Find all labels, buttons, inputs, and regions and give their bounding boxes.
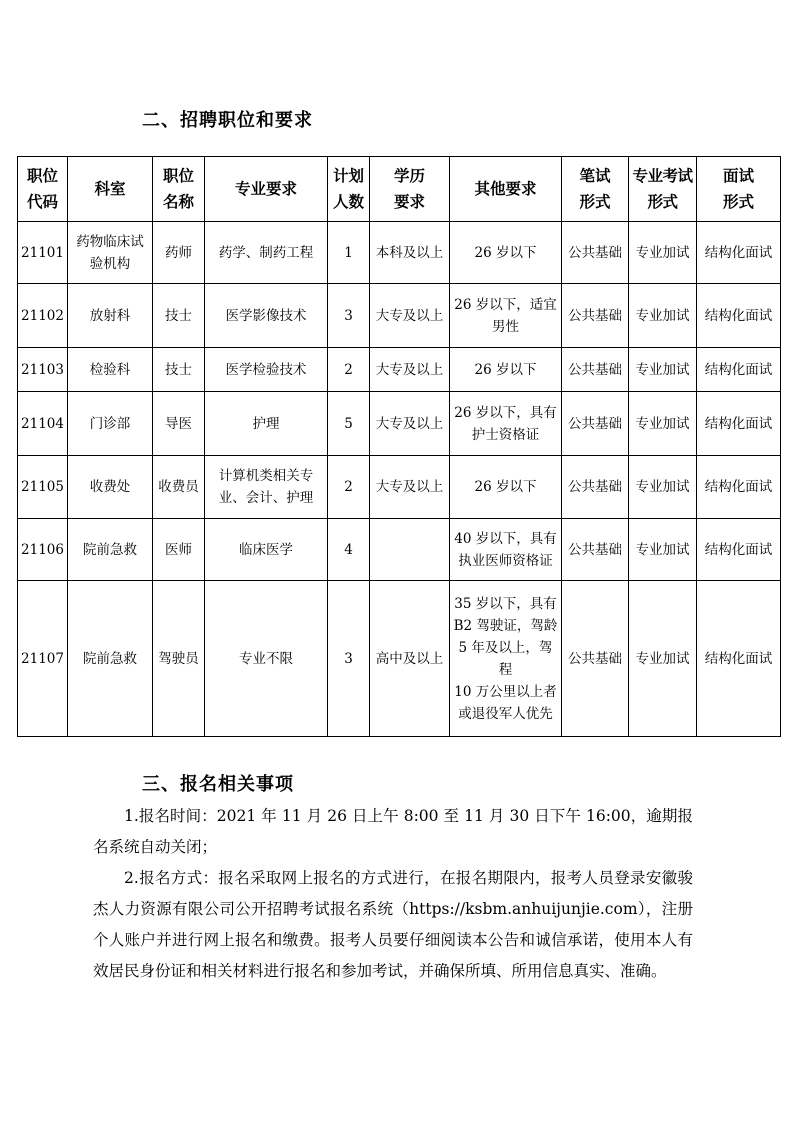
- cell-major-line: 临床医学: [239, 541, 293, 558]
- cell-other-line: 26 岁以下，适宜: [454, 296, 557, 313]
- cell-other: [450, 284, 562, 348]
- cell-major-line: 药学、制药工程: [218, 244, 314, 261]
- cell-other-line: 26 岁以下: [474, 244, 537, 261]
- cell-interview: 结构化面试: [697, 519, 781, 581]
- cell-dept: [68, 581, 153, 737]
- table-row: [18, 456, 781, 519]
- cell-other-line: 护士资格证: [471, 426, 540, 443]
- header-code-line: 职位: [26, 166, 58, 185]
- cell-dept-line: 放射科: [89, 307, 131, 324]
- cell-dept: [68, 348, 153, 392]
- cell-title: 药师: [153, 222, 205, 284]
- job-positions-table: [17, 156, 781, 737]
- table-row: [18, 392, 781, 456]
- cell-code: 21101: [18, 222, 68, 284]
- header-count-line: 计划: [332, 166, 364, 185]
- cell-title: 技士: [153, 284, 205, 348]
- cell-prof: 专业加试: [629, 456, 697, 519]
- header-edu: [370, 157, 450, 222]
- cell-count: 5: [328, 392, 370, 456]
- header-count-line: 人数: [332, 192, 364, 211]
- cell-major-line: 护理: [252, 415, 280, 432]
- cell-prof: 专业加试: [629, 348, 697, 392]
- cell-dept: [68, 456, 153, 519]
- cell-major-line: 专业不限: [239, 650, 293, 667]
- header-written-line: 笔试: [579, 166, 611, 185]
- cell-major: [205, 222, 328, 284]
- cell-edu: 大专及以上: [370, 284, 450, 348]
- header-prof: [629, 157, 697, 222]
- cell-major: [205, 519, 328, 581]
- cell-written: 公共基础: [562, 581, 629, 737]
- header-count: [328, 157, 370, 222]
- header-edu-line: 学历: [393, 166, 425, 185]
- cell-edu: 高中及以上: [370, 581, 450, 737]
- cell-edu: [370, 519, 450, 581]
- cell-count: 4: [328, 519, 370, 581]
- cell-other-line: 40 岁以下，具有: [454, 530, 557, 547]
- cell-interview: 结构化面试: [697, 392, 781, 456]
- cell-dept-line: 收费处: [89, 479, 131, 495]
- table-row: [18, 348, 781, 392]
- cell-title: 导医: [153, 392, 205, 456]
- cell-prof: 专业加试: [629, 581, 697, 737]
- header-prof-line: 形式: [647, 192, 678, 211]
- table-row: [18, 222, 781, 284]
- cell-written: 公共基础: [562, 519, 629, 581]
- cell-major-line: 医学影像技术: [225, 307, 307, 324]
- table-header-row: [18, 157, 781, 222]
- header-prof-line: 专业考试: [632, 166, 693, 185]
- cell-title: 技士: [153, 348, 205, 392]
- cell-edu: 本科及以上: [370, 222, 450, 284]
- cell-major-line: 业、会计、护理: [218, 490, 314, 506]
- cell-dept-line: 院前急救: [83, 541, 137, 558]
- cell-dept-line: 院前急救: [83, 650, 137, 667]
- cell-other-line: 10 万公里以上者: [454, 683, 557, 700]
- header-other: [450, 157, 562, 222]
- cell-other-line: 男性: [492, 318, 519, 335]
- cell-written: 公共基础: [562, 348, 629, 392]
- cell-interview: 结构化面试: [697, 222, 781, 284]
- section-3-heading: 三、报名相关事项: [142, 774, 294, 795]
- cell-other: [450, 222, 562, 284]
- cell-code: 21103: [18, 348, 68, 392]
- cell-prof: 专业加试: [629, 284, 697, 348]
- cell-written: 公共基础: [562, 284, 629, 348]
- cell-dept: [68, 222, 153, 284]
- header-major: [205, 157, 328, 222]
- header-code-line: 代码: [26, 192, 58, 211]
- cell-prof: 专业加试: [629, 222, 697, 284]
- cell-other-line: B2 驾驶证，驾龄: [453, 617, 558, 634]
- header-interview-line: 形式: [722, 192, 754, 211]
- cell-other-line: 5 年及以上，驾程: [458, 639, 553, 678]
- cell-dept: [68, 284, 153, 348]
- header-other-line: 其他要求: [474, 179, 537, 198]
- header-title: [153, 157, 205, 222]
- header-dept: [68, 157, 153, 222]
- cell-major-line: 计算机类相关专: [218, 468, 314, 484]
- cell-major: [205, 284, 328, 348]
- cell-interview: 结构化面试: [697, 581, 781, 737]
- cell-title: 驾驶员: [153, 581, 205, 737]
- cell-other-line: 执业医师资格证: [458, 552, 553, 569]
- cell-written: 公共基础: [562, 392, 629, 456]
- cell-prof: 专业加试: [629, 519, 697, 581]
- table-body: [18, 222, 781, 737]
- cell-code: 21106: [18, 519, 68, 581]
- cell-other-line: 26 岁以下，具有: [454, 404, 557, 421]
- header-major-line: 专业要求: [234, 179, 297, 198]
- header-title-line: 名称: [162, 192, 194, 211]
- cell-code: 21107: [18, 581, 68, 737]
- cell-dept: [68, 519, 153, 581]
- header-title-line: 职位: [162, 166, 194, 185]
- section-2-heading: 二、招聘职位和要求: [142, 110, 313, 131]
- cell-dept-line: 检验科: [89, 361, 131, 378]
- cell-other: [450, 348, 562, 392]
- cell-major-line: 医学检验技术: [225, 361, 307, 378]
- cell-edu: 大专及以上: [370, 348, 450, 392]
- cell-other-line: 26 岁以下: [474, 361, 537, 378]
- registration-method-paragraph: 2.报名方式：报名采取网上报名的方式进行，在报名期限内，报考人员登录安徽骏杰人力资源有限公司公开招聘考试报名系统（https://ksbm.anhuijunjie.com），注册个人账户并进行网上报名和缴费。报考人员要仔细阅读本公告和诚信承诺，使用本人有效居民身份证和相关材料进行报名和参加考试，并确保所填、所用信息真实、准确。: [93, 869, 693, 980]
- cell-count: 3: [328, 581, 370, 737]
- header-interview-line: 面试: [722, 166, 754, 185]
- cell-code: 21105: [18, 456, 68, 519]
- cell-interview: 结构化面试: [697, 284, 781, 348]
- header-interview: [697, 157, 781, 222]
- cell-dept: [68, 392, 153, 456]
- cell-other-line: 35 岁以下，具有: [454, 595, 557, 612]
- cell-major: [205, 581, 328, 737]
- cell-count: 3: [328, 284, 370, 348]
- cell-prof: 专业加试: [629, 392, 697, 456]
- cell-edu: 大专及以上: [370, 392, 450, 456]
- cell-major: [205, 456, 328, 519]
- cell-count: 1: [328, 222, 370, 284]
- cell-count: 2: [328, 456, 370, 519]
- table-row: [18, 284, 781, 348]
- cell-dept-line: 药物临床试: [76, 233, 144, 250]
- cell-dept-line: 验机构: [89, 255, 131, 272]
- header-code: [18, 157, 68, 222]
- registration-time-paragraph: 1.报名时间：2021 年 11 月 26 日上午 8:00 至 11 月 30 日下午 16:00，逾期报名系统自动关闭；: [93, 807, 693, 856]
- cell-other-line: 或退役军人优先: [458, 705, 553, 722]
- cell-count: 2: [328, 348, 370, 392]
- header-written-line: 形式: [579, 192, 611, 211]
- cell-other: [450, 456, 562, 519]
- cell-code: 21102: [18, 284, 68, 348]
- header-edu-line: 要求: [393, 192, 425, 211]
- cell-code: 21104: [18, 392, 68, 456]
- cell-title: 医师: [153, 519, 205, 581]
- cell-other: [450, 392, 562, 456]
- cell-major: [205, 392, 328, 456]
- table-row: [18, 519, 781, 581]
- cell-written: 公共基础: [562, 222, 629, 284]
- cell-other: [450, 519, 562, 581]
- cell-dept-line: 门诊部: [89, 415, 131, 432]
- cell-other-line: 26 岁以下: [474, 479, 537, 495]
- cell-interview: 结构化面试: [697, 456, 781, 519]
- cell-edu: 大专及以上: [370, 456, 450, 519]
- cell-interview: 结构化面试: [697, 348, 781, 392]
- cell-title: 收费员: [153, 456, 205, 519]
- header-dept-line: 科室: [94, 179, 126, 198]
- header-written: [562, 157, 629, 222]
- cell-other: [450, 581, 562, 737]
- cell-written: 公共基础: [562, 456, 629, 519]
- table-row: [18, 581, 781, 737]
- cell-major: [205, 348, 328, 392]
